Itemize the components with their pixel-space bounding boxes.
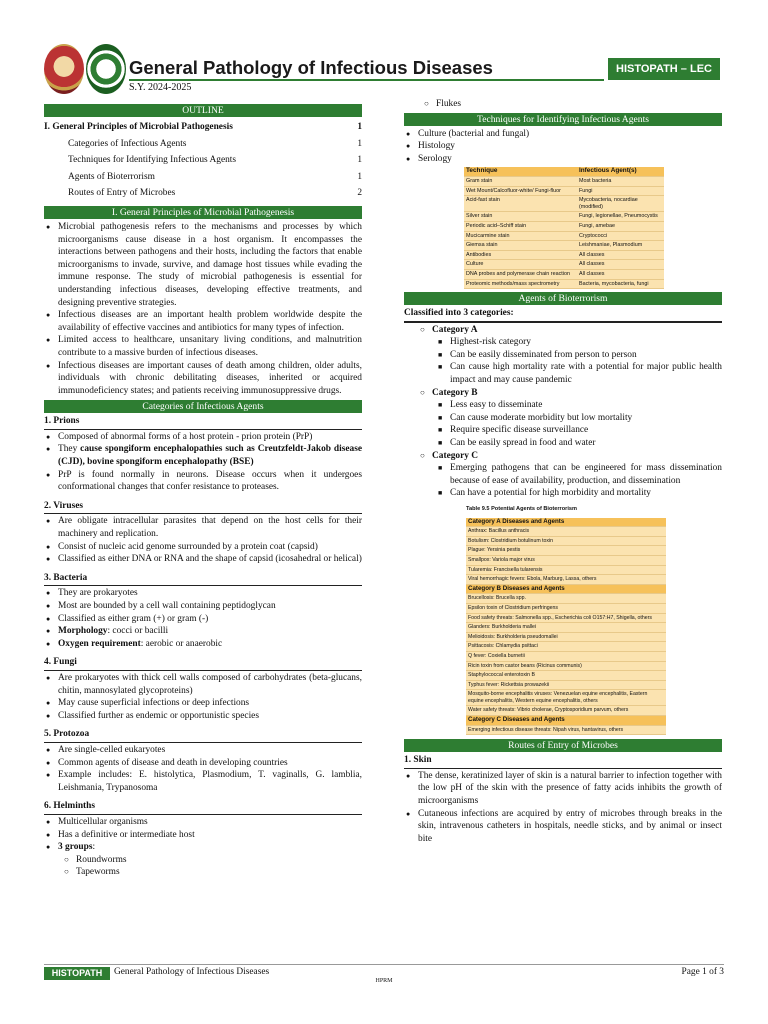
page-title: General Pathology of Infectious Diseases <box>129 57 493 78</box>
list-item: ● Common agents of disease and death in developing countries <box>44 757 362 770</box>
techniques-list <box>404 128 722 166</box>
list-item: ● Are prokaryotes with thick cell walls composed of carbohydrates (beta-glucans, chitin, mannosylated glycoproteins) <box>44 672 362 697</box>
table-header-row: Category C Diseases and Agents <box>466 716 666 726</box>
list-item: ● May cause superficial infections or deep infections <box>44 697 362 710</box>
list-item: ● Histology <box>404 140 722 153</box>
list-item: ● Limited access to healthcare, unsanitary living conditions, and malnutrition contribute to a massive burden of infectious diseases. <box>44 334 362 359</box>
list-item: ● Most are bounded by a cell wall containing peptidoglycan <box>44 600 362 613</box>
footer-title: General Pathology of Infectious Diseases <box>114 967 270 977</box>
table-row: Culture All classes <box>464 260 664 270</box>
list-item: ● The dense, keratinized layer of skin is a natural barrier to infection together with the low pH of the skin with the presence of fatty acids inhibits the growth of microorganisms <box>404 770 722 808</box>
list-item: ● Cutaneous infections are acquired by entry of microbes through breaks in the skin, intravenous catheters in hospitals, needle sticks, and by animal or insect bite <box>404 808 722 846</box>
list-item: ● Infectious diseases are an important health problem worldwide despite the availability of effective vaccines and antibiotics for many types of infection. <box>44 309 362 334</box>
protozoa-heading: 5. Protozoa <box>44 728 362 743</box>
table-row: Giemsa stain Leishmaniae, Plasmodium <box>464 241 664 251</box>
table-row: Melioidosis: Burkholderia pseudomallei <box>466 633 666 643</box>
helminths-list <box>44 816 362 879</box>
category-b-list <box>436 399 722 449</box>
outline-heading: OUTLINE <box>44 104 362 117</box>
university-seal-logo <box>44 44 84 94</box>
category-a-list <box>436 336 722 386</box>
table-row: Food safety threats: Salmonella spp., Escherichia coli O157:H7, Shigella, others <box>466 614 666 624</box>
table-row: Psittacosis: Chlamydia psittaci <box>466 642 666 652</box>
table-row: Epsilon toxin of Clostridium perfringens <box>466 604 666 614</box>
table-row: Botulism: Clostridium botulinum toxin <box>466 537 666 547</box>
table-row: DNA probes and polymerase chain reaction All classes <box>464 270 664 280</box>
outline-row[interactable]: Categories of Infectious Agents 1 <box>68 138 362 149</box>
prions-heading: 1. Prions <box>44 415 362 430</box>
table-row: Smallpox: Variola major virus <box>466 556 666 566</box>
school-logos <box>44 44 126 94</box>
techniques-table <box>464 167 664 289</box>
list-item: ● Example includes: E. histolytica, Plasmodium, T. vaginalls, G. lamblia, Leishmania, Trypanosoma <box>44 769 362 794</box>
bacteria-heading: 3. Bacteria <box>44 572 362 587</box>
outline-row[interactable]: Routes of Entry of Microbes 2 <box>68 188 362 199</box>
list-item: ■ Less easy to disseminate <box>436 399 722 412</box>
bioterrorism-categories <box>418 324 722 500</box>
list-item: ● They cause spongiform encephalopathies such as Creutzfeldt-Jakob disease (CJD), bovine spongiform encephalopathy (BSE) <box>44 443 362 468</box>
list-item: ○ Category A ■ Highest-risk category ■ Can be easily disseminated from person to person ■ Can cause high mortality rate with a potential for major public health impact and may cause pandemic <box>418 324 722 387</box>
table-caption: Table 9.5 Potential Agents of Bioterrorism <box>466 506 577 512</box>
helminth-groups <box>62 854 362 879</box>
skin-heading: 1. Skin <box>404 754 722 769</box>
list-item: ■ Require specific disease surveillance <box>436 424 722 437</box>
list-item: ○ Category C ■ Emerging pathogens that can be engineered for mass dissemination because of ease of availability, production, and dissemination ■ Can have a potential for high morbidity and mortality <box>418 450 722 500</box>
outline-row[interactable]: Agents of Bioterrorism 1 <box>68 171 362 182</box>
table-header-row: Category A Diseases and Agents <box>466 518 666 528</box>
fungi-list <box>44 672 362 722</box>
list-item: ● PrP is found normally in neurons. Disease occurs when it undergoes conformational changes that confer resistance to proteases. <box>44 469 362 494</box>
left-column <box>44 102 362 879</box>
categories-heading: Categories of Infectious Agents <box>44 400 362 413</box>
outline-row[interactable]: Techniques for Identifying Infectious Agents 1 <box>68 155 362 166</box>
list-item: ○ Tapeworms <box>62 866 362 879</box>
table-row: Plague: Yersinia pestis <box>466 546 666 556</box>
table-row: Proteomic methods/mass spectrometry Bacteria, mycobacteria, fungi <box>464 280 664 290</box>
page-number: Page 1 of 3 <box>681 967 724 977</box>
table-row: Mosquito-borne encephalitis viruses: Venezuelan equine encephalitis, Eastern equine encephalitis, Western equine encephalitis, others <box>466 690 666 706</box>
table-row: Viral hemorrhagic fevers: Ebola, Marburg, Lassa, others <box>466 575 666 585</box>
table-row: Staphylococcal enterotoxin B <box>466 671 666 681</box>
list-item: ■ Can cause moderate morbidity but low mortality <box>436 412 722 425</box>
table-row: Periodic acid–Schiff stain Fungi, amebae <box>464 222 664 232</box>
footer-code: HPRM <box>375 978 393 984</box>
techniques-heading: Techniques for Identifying Infectious Agents <box>404 113 722 126</box>
list-item: ● Serology <box>404 153 722 166</box>
list-item: ■ Can be easily spread in food and water <box>436 437 722 450</box>
school-year: S.Y. 2024-2025 <box>129 82 192 93</box>
list-item: ● Consist of nucleic acid genome surrounded by a protein coat (capsid) <box>44 541 362 554</box>
list-item: ● Composed of abnormal forms of a host protein - prion protein (PrP) <box>44 431 362 444</box>
table-row: Tularemia: Francisella tularensis <box>466 566 666 576</box>
list-item: ● 3 groups: ○ Roundworms ○ Tapeworms <box>44 841 362 879</box>
list-item: ● They are prokaryotes <box>44 587 362 600</box>
table-row: Silver stain Fungi, legionellae, Pneumocystis <box>464 212 664 222</box>
list-item: ■ Highest-risk category <box>436 336 722 349</box>
list-item: ● Are single-celled eukaryotes <box>44 744 362 757</box>
bioterrorism-heading: Agents of Bioterrorism <box>404 292 722 305</box>
table-header-row: Category B Diseases and Agents <box>466 585 666 595</box>
list-item: ■ Can have a potential for high morbidity and mortality <box>436 487 722 500</box>
list-item: ● Microbial pathogenesis refers to the mechanisms and processes by which microorganisms cause disease in a host organism. It encompasses the interactions between pathogens and their hosts, including the factors that enable microorganisms to invade, survive, and damage host tissues while evading the immune response. The study of microbial pathogenesis is essential for understanding infectious diseases, developing effective treatments, and designing preventive strategies. <box>44 221 362 309</box>
helminth-groups-continued <box>422 98 722 111</box>
skin-list <box>404 770 722 846</box>
list-item: ● Are obligate intracellular parasites that depend on the host cells for their machinery and replication. <box>44 515 362 540</box>
college-seal-logo <box>86 44 126 94</box>
principles-list <box>44 221 362 397</box>
bacteria-list <box>44 587 362 650</box>
list-item: ● Infectious diseases are important causes of death among children, older adults, individuals with chronic debilitating diseases, inherited or acquired immunodeficiency states; and patients receiving immunosuppressive drugs. <box>44 360 362 398</box>
subject-badge: HISTOPATH – LEC <box>608 58 720 80</box>
table-row: Mucicarmine stain Cryptococci <box>464 232 664 242</box>
list-item: ● Classified as either DNA or RNA and the shape of capsid (icosahedral or helical) <box>44 553 362 566</box>
table-header-row: Technique Infectious Agent(s) <box>464 167 664 177</box>
outline-list <box>44 119 362 202</box>
list-item: ● Oxygen requirement: aerobic or anaerobic <box>44 638 362 651</box>
helminths-heading: 6. Helminths <box>44 800 362 815</box>
table-row: Gram stain Most bacteria <box>464 177 664 187</box>
principles-heading: I. General Principles of Microbial Pathogenesis <box>44 206 362 219</box>
bioterrorism-intro: Classified into 3 categories: <box>404 307 722 323</box>
prions-list <box>44 431 362 494</box>
table-row: Anthrax: Bacillus anthracis <box>466 527 666 537</box>
list-item: ● Morphology: cocci or bacilli <box>44 625 362 638</box>
page-footer <box>44 964 724 976</box>
list-item: ● Classified as either gram (+) or gram (-) <box>44 613 362 626</box>
table-row: Water safety threats: Vibrio cholerae, Cryptosporidium parvum, others <box>466 706 666 716</box>
category-c-list <box>436 462 722 500</box>
protozoa-list <box>44 744 362 794</box>
table-row: Emerging infectious disease threats: Nipah virus, hantavirus, others <box>466 726 666 736</box>
list-item: ● Classified further as endemic or opportunistic species <box>44 710 362 723</box>
right-column <box>404 98 722 845</box>
list-item: ○ Category B ■ Less easy to disseminate ■ Can cause moderate morbidity but low mortality ■ Require specific disease surveillance ■ Can be easily spread in food and water <box>418 387 722 450</box>
table-row: Acid-fast stain Mycobacteria, nocardiae (modified) <box>464 196 664 212</box>
viruses-heading: 2. Viruses <box>44 500 362 515</box>
fungi-heading: 4. Fungi <box>44 656 362 671</box>
list-item: ● Multicellular organisms <box>44 816 362 829</box>
table-row: Wet Mount/Calcofluor-white/ Fungi-fluor Fungi <box>464 187 664 197</box>
table-row: Q fever: Coxiella burnetii <box>466 652 666 662</box>
title-rule <box>129 79 604 81</box>
routes-heading: Routes of Entry of Microbes <box>404 739 722 752</box>
table-row: Brucellosis: Brucella spp. <box>466 594 666 604</box>
table-row: Typhus fever: Rickettsia prowazekii <box>466 681 666 691</box>
list-item: ○ Flukes <box>422 98 722 111</box>
outline-row[interactable]: I. General Principles of Microbial Pathogenesis 1 <box>44 122 362 132</box>
list-item: ■ Can cause high mortality rate with a potential for major public health impact and may cause pandemic <box>436 361 722 386</box>
table-row: Ricin toxin from castor beans (Ricinus communis) <box>466 662 666 672</box>
list-item: ● Culture (bacterial and fungal) <box>404 128 722 141</box>
table-row: Glanders: Burkholderia mallei <box>466 623 666 633</box>
footer-badge: HISTOPATH <box>44 967 110 980</box>
list-item: ■ Can be easily disseminated from person to person <box>436 349 722 362</box>
list-item: ■ Emerging pathogens that can be engineered for mass dissemination because of ease of availability, production, and dissemination <box>436 462 722 487</box>
list-item: ○ Roundworms <box>62 854 362 867</box>
table-row: Antibodies All classes <box>464 251 664 261</box>
list-item: ● Has a definitive or intermediate host <box>44 829 362 842</box>
viruses-list <box>44 515 362 565</box>
bioterrorism-table <box>466 518 666 736</box>
